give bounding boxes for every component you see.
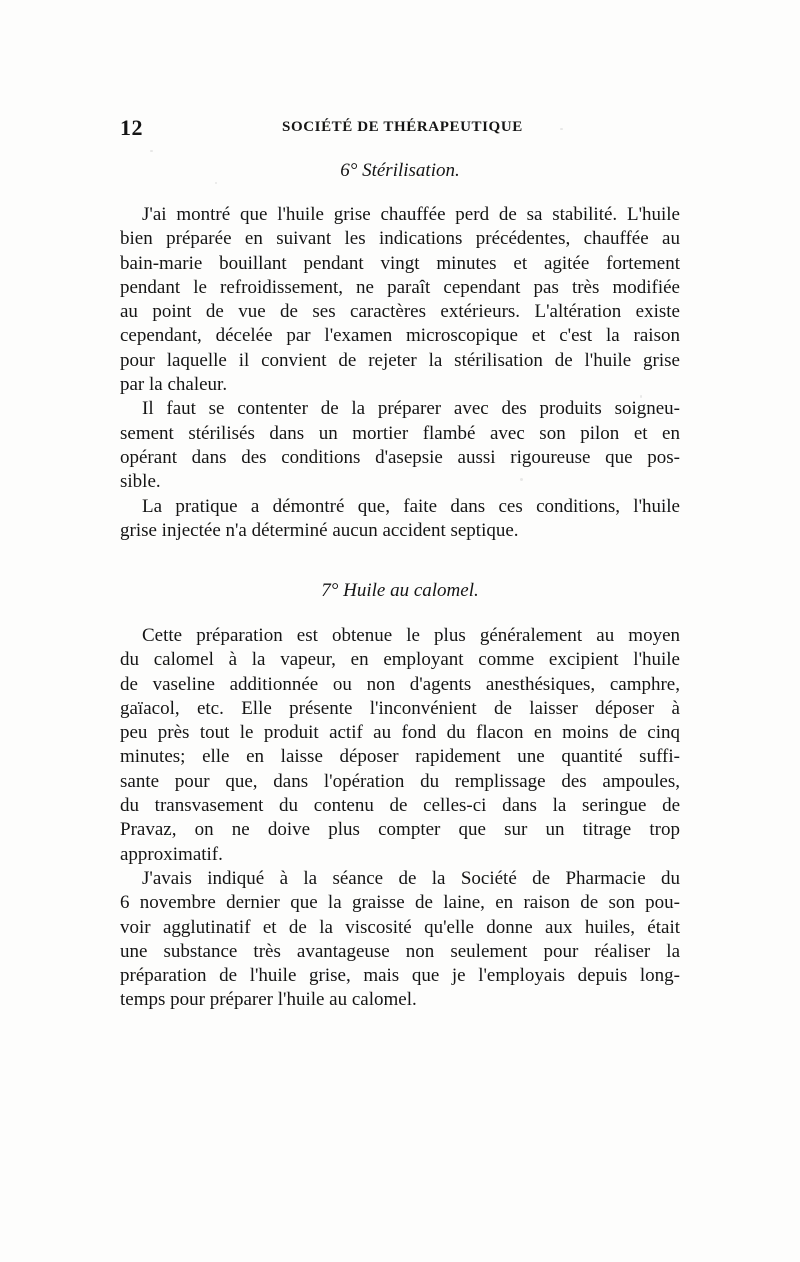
- scan-speck: [150, 150, 153, 152]
- text-line: peu près tout le produit actif au fond du flacon en moins de cinq: [120, 722, 680, 744]
- section-body-huile-au-calomel: [120, 624, 680, 1013]
- text-line: sante pour que, dans l'opération du remplissage des ampoules,: [120, 770, 680, 792]
- text-line: au point de vue de ses caractères extérieurs. L'altération existe: [120, 301, 680, 323]
- running-head: SOCIÉTÉ DE THÉRAPEUTIQUE: [282, 119, 523, 135]
- text-line: voir agglutinatif et de la viscosité qu'elle donne aux huiles, était: [120, 916, 680, 938]
- text-line: opérant dans des conditions d'asepsie aussi rigoureuse que pos-: [120, 446, 680, 468]
- text-line: bain-marie bouillant pendant vingt minutes et agitée fortement: [120, 252, 680, 274]
- text-line: La pratique a démontré que, faite dans ces conditions, l'huile: [142, 495, 680, 517]
- text-line: approximatif.: [120, 843, 223, 865]
- text-line: sible.: [120, 471, 161, 493]
- text-line: de vaseline additionnée ou non d'agents anesthésiques, camphre,: [120, 673, 680, 695]
- text-line: temps pour préparer l'huile au calomel.: [120, 989, 417, 1011]
- text-line: pendant le refroidissement, ne paraît cependant pas très modifiée: [120, 276, 680, 298]
- text-line: du transvasement du contenu de celles-ci dans la seringue de: [120, 795, 680, 817]
- text-line: Cette préparation est obtenue le plus généralement au moyen: [142, 625, 680, 646]
- text-line: préparation de l'huile grise, mais que je l'employais depuis long-: [120, 965, 680, 987]
- text-line: une substance très avantageuse non seulement pour réaliser la: [120, 940, 680, 962]
- text-line: minutes; elle en laisse déposer rapidement une quantité suffi-: [120, 746, 680, 768]
- section-title-sterilisation: 6° Stérilisation.: [340, 160, 460, 181]
- text-line: 6 novembre dernier que la graisse de laine, en raison de son pou-: [120, 892, 680, 914]
- text-line: cependant, décelée par l'examen microscopique et c'est la raison: [120, 325, 680, 347]
- text-line: sement stérilisés dans un mortier flambé avec son pilon et en: [120, 422, 680, 444]
- text-line: Il faut se contenter de la préparer avec des produits soigneu-: [142, 398, 680, 420]
- text-line: gaïacol, etc. Elle présente l'inconvénient de laisser déposer à: [120, 697, 680, 719]
- text-line: Pravaz, on ne doive plus compter que sur un titrage trop: [120, 819, 680, 841]
- section-title-huile-au-calomel: 7° Huile au calomel.: [321, 580, 479, 601]
- text-line: par la chaleur.: [120, 374, 228, 396]
- scan-speck: [215, 182, 217, 184]
- page-number: 12: [120, 115, 143, 140]
- text-line: bien préparée en suivant les indications précédentes, chauffée au: [120, 228, 680, 250]
- page-header: [120, 115, 680, 139]
- text-line: du calomel à la vapeur, en employant comme excipient l'huile: [120, 649, 680, 671]
- text-line: J'ai montré que l'huile grise chauffée perd de sa stabilité. L'huile: [142, 204, 680, 225]
- text-line: J'avais indiqué à la séance de la Société de Pharmacie du: [142, 867, 680, 889]
- text-line: pour laquelle il convient de rejeter la stérilisation de l'huile grise: [120, 349, 680, 371]
- section-body-sterilisation: [120, 203, 680, 543]
- text-line: grise injectée n'a déterminé aucun accident septique.: [120, 519, 519, 541]
